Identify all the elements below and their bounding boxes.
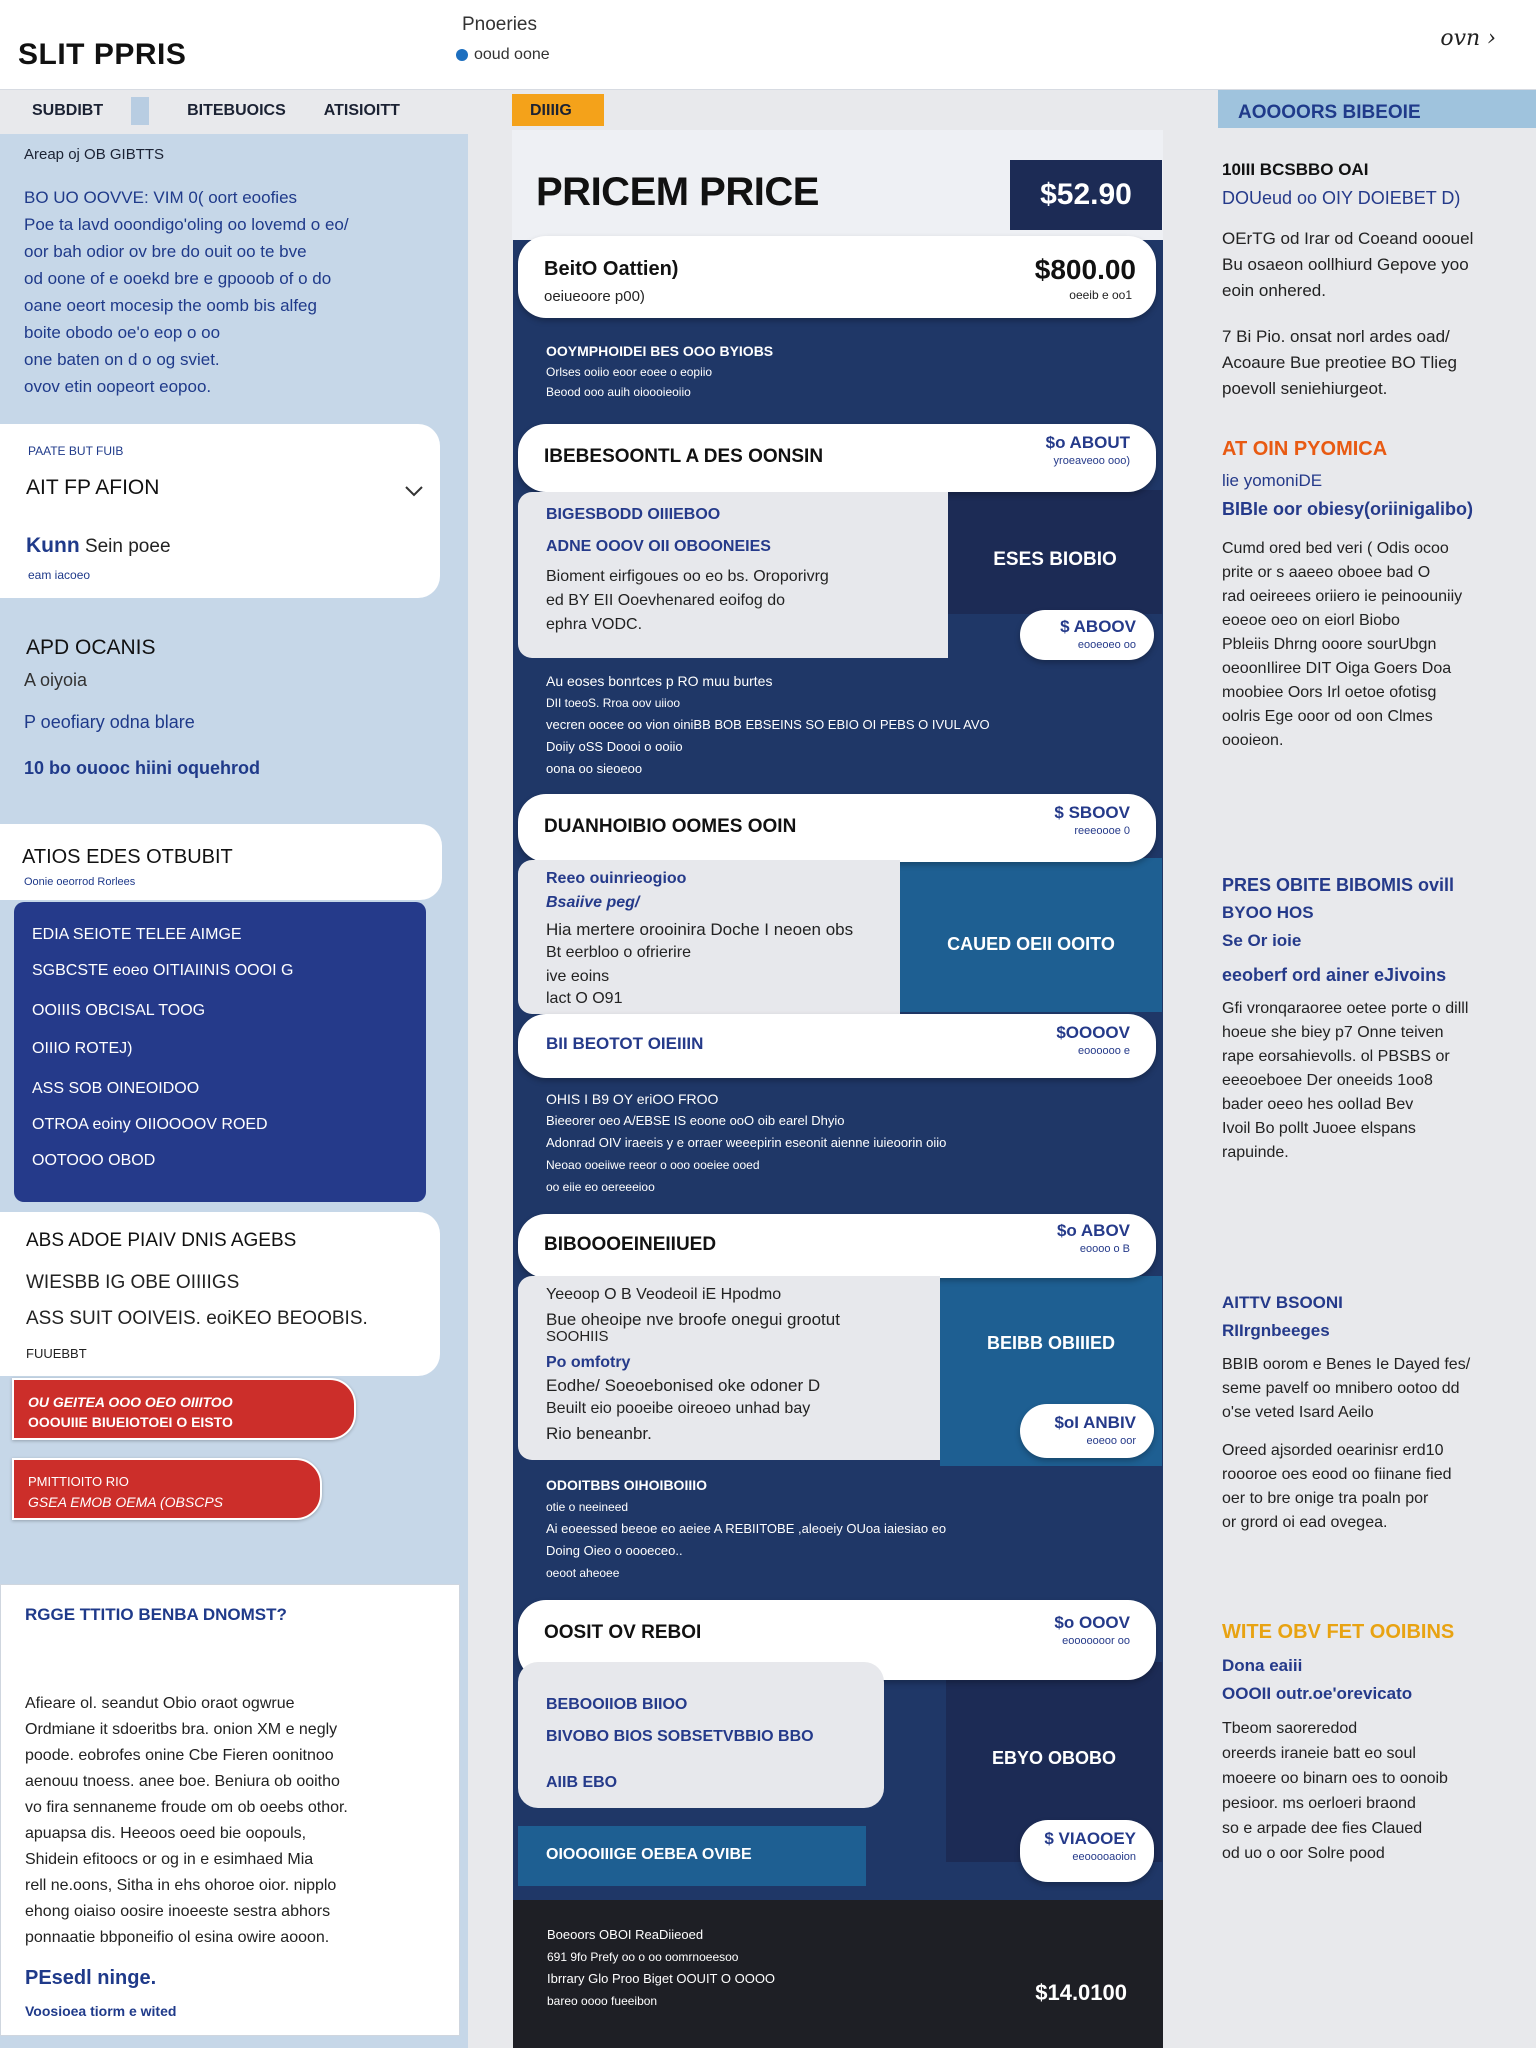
text-line: or grord oi ead ovegea. [1222,1514,1388,1531]
option-list [14,902,426,1202]
text-line: od oone of e ooekd bre e gpooob of o do [24,269,332,288]
text-line: Cumd ored bed veri ( Odis ocoo [1222,540,1449,557]
info-block [546,1474,1156,1584]
text-line: poode. eobrofes onine Cbe Fieren oonitnoo [25,1747,334,1764]
text-line: pesioor. ms oerloeri braond [1222,1795,1416,1812]
alert-line: OOOUIIE BIUEIOTOEI O EISTO [28,1414,233,1430]
footer-text [547,1924,967,2012]
price-tag [1046,434,1130,470]
price-tag [1054,1614,1130,1650]
price-tag [1044,1830,1136,1866]
tag-label: $o OOOV [1054,1613,1130,1632]
text-line: boite obodo oe'o eop o oo [24,323,221,342]
text-line: Acoaure Bue preotiee BO Tlieg [1222,353,1457,372]
text-line: aenouu tnoess. anee boe. Beniura ob ooitho [25,1773,340,1790]
total-price: $14.0100 [1035,1980,1127,2005]
right-heading: AT OIN PYOMICA [1222,438,1388,460]
field-prefix: Kunn [26,534,80,557]
side-label: BEIBB OBIIIED [986,1332,1115,1353]
text-line: OErTG od Irar od Coeand ooouel [1222,229,1474,248]
text-line: Bu osaeon oollhiurd Gepove yoo [1222,255,1469,274]
tag-label: $oI ANBIV [1054,1413,1136,1432]
text-line: Oreed ajsorded oearinisr erd10 [1222,1442,1444,1459]
detail-box [518,860,900,1014]
alert-line: PMITTIOITO RIO [28,1474,129,1489]
right-link[interactable]: DOUeud oo OIY DOIEBET D) [1222,188,1461,208]
tag-label: $ SBOOV [1054,803,1130,822]
list-item[interactable]: SGBCSTE eoeo OITIAIINIS OOOI G [32,962,294,979]
price-tag [1054,1414,1136,1450]
text-line: moeere oo binarn oes to oonoib [1222,1770,1448,1787]
section-link[interactable]: 10 bo ouooc hiini oquehrod [24,758,260,778]
side-label: CAUED OEII OOITO [947,933,1115,954]
tag-label: $ VIAOOEY [1044,1829,1136,1848]
text-line: oor bah odior ov bre do ouit oo te bve [24,242,307,261]
side-label: ESES BIOBIO [993,549,1117,570]
text-line: Bieeorer oeo A/EBSE IS eoone ooO oib earel Dhyio [546,1113,845,1128]
price-tag [1057,1222,1130,1258]
card-sub: Oonie oeorrod Rorlees [24,876,136,888]
list-item[interactable]: OOTOOO OBOD [32,1152,156,1169]
right-heading: 10III BCSBBO OAI [1222,160,1369,179]
text-line: moobiee Oors Irl oetoe ofotisg [1222,684,1437,701]
card-line: WIESBB IG OBE OIIIIGS [26,1272,240,1293]
text-line: ODOITBBS OIHOIBOIIIO [546,1477,708,1493]
plan-pill[interactable] [518,794,1156,862]
text-line: Neoao ooeiiwe reeor o ooo ooeiee ooed [546,1158,760,1172]
price-tag [1056,1024,1130,1060]
price-footer [513,1900,1163,2048]
price-tag [1054,804,1130,840]
text-line: Ai eoeessed beeoe eo aeiee A REBIITOBE ,aleoeiy OUoa iaiesiao eo [546,1521,947,1536]
tab-2[interactable]: BITEBUOICS [187,102,286,119]
tab-divider [131,97,149,125]
text-line: rell ne.oons, Sitha in ehs ohoroe oior. nipplo [25,1877,337,1894]
text-line: BO UO OOVVE: VIM 0( oort eoofies [24,188,298,207]
text-line: 691 9fo Prefy oo o oo oomrnoeesoo [547,1950,739,1964]
price-chip[interactable] [1020,1820,1154,1882]
breadcrumb-sub-label: ooud oone [474,46,550,63]
tab-bar [0,92,470,130]
text-line: oolris Ege ooor od oon Clmes [1222,708,1433,725]
plan-title: IBEBESOONTL A DES OONSIN [544,446,824,467]
detail-line: Bsaiive peg/ [546,894,640,911]
text-line: rad oeireees oriiero ie peinoouniiy [1222,588,1463,605]
text-line: prite or s aaeeo oboee bad O [1222,564,1431,581]
text-line: o'se veted Isard Aeilo [1222,1404,1374,1421]
text-line: Beood ooo auih oioooieoiio [546,385,691,399]
detail-line: AIIB EBO [546,1774,618,1791]
side-label: EBYO OBOBO [991,1747,1116,1768]
tag-sub: yroeaveoo ooo) [1053,455,1130,467]
headline-price: $52.90 [1010,160,1162,230]
text-line: apuapsa dis. Heeoos oeed bie oopouls, [25,1825,307,1842]
app-title: SLIT PPRIS [18,38,187,71]
text-line: Poe ta lavd ooondigo'oling oo lovemd o eo/ [24,215,349,234]
detail-line: Reeo ouinrieogioo [546,870,687,887]
text-line: Pbleiis Dhrng ooore sourUbgn [1222,636,1437,653]
right-link[interactable]: eeoberf ord ainer eJivoins [1222,965,1447,985]
list-item[interactable]: OTROA eoiny OIIOOOOV ROED [32,1116,268,1133]
detail-line: lact O O91 [546,990,623,1007]
tag-sub: eoooooo e [1078,1045,1130,1057]
text-line: Doiiy oSS Doooi o ooiio [546,739,683,754]
text-line: Afieare ol. seandut Obio oraot ogwrue [25,1695,295,1712]
text-line: ponnaatie bbponeifio ol esina owire aooon. [25,1929,330,1946]
right-link[interactable]: Se Or ioie [1222,931,1302,950]
tag-label: $OOOOV [1056,1023,1130,1042]
text-line: rape eorsahievolls. ol PBSBS or [1222,1048,1450,1065]
plan-title: BeitO Oattien) [544,258,679,280]
alert-line: GSEA EMOB OEMA (OBSCPS [28,1494,224,1510]
plan-title: BII BEOTOT OIEIIIN [546,1034,704,1053]
text-line: od uo o oor Solre pood [1222,1845,1385,1862]
text-line: oreerds iraneie batt eo soul [1222,1745,1416,1762]
list-item[interactable]: OIIIO ROTEJ) [32,1040,133,1057]
detail-box [518,492,948,658]
right-heading: WITE OBV FET OOIBINS [1222,1621,1455,1643]
field-row[interactable] [26,534,171,558]
text-line: DII toeoS. Rroa oov uiioo [546,696,681,710]
text-line: rapuinde. [1222,1144,1289,1161]
text-line: Ordmiane it sdoeritbs bra. onion XM e negly [25,1721,338,1738]
detail-line: BEBOOIIOB BIIOO [546,1696,688,1713]
text-line: Ivoil Bo pollt Juoee elspans [1222,1120,1416,1137]
faq-title: RGGE TTITIO BENBA DNOMST? [25,1605,287,1624]
plan-pill[interactable] [518,236,1156,318]
info-block [546,670,1156,780]
detail-line: BIGESBODD OIIIEBOO [546,506,721,523]
tag-sub: eoooo o B [1079,1243,1130,1255]
detail-line: Eodhe/ Soeoebonised oke odoner D [546,1376,821,1395]
alert-button[interactable] [12,1378,356,1440]
text-line: oeoot aheoee [546,1566,620,1580]
list-item[interactable]: ASS SOB OINEOIDOO [32,1080,200,1097]
top-header [0,0,1536,90]
dropdown-value[interactable]: AIT FP AFION [26,476,160,499]
text-line: eoin onhered. [1222,281,1326,300]
text-line: so e arpade dee fies Claued [1222,1820,1423,1837]
faq-note: Voosioea tiorm e wited [25,2003,177,2019]
plan-sub: oeiueoore p00) [544,288,645,305]
text-line: bader oeeo hes oolIad Bev [1222,1096,1414,1113]
chevron-down-icon[interactable] [404,484,424,498]
text-line: roooroe oes eood oo fiinane fied [1222,1466,1452,1483]
list-item[interactable]: OOIIIS OBCISAL TOOG [32,1002,206,1019]
text-line: Doing Oieo o oooeceo.. [546,1543,683,1558]
card-title: ABS ADOE PIAIV DNIS AGEBS [26,1230,297,1251]
text-line: oo eiie eo oereeeioo [546,1180,655,1194]
text-line: ehong oiaiso oosire inoeeste sestra abhors [25,1903,331,1920]
card-note: FUUEBBT [26,1346,87,1361]
detail-line: Rio beneanbr. [546,1424,652,1443]
tag-label: $ ABOOV [1060,617,1136,636]
plan-pill[interactable] [518,424,1156,492]
text-line: Gfi vronqaraoree oetee porte o dilll [1222,1000,1469,1017]
option-row[interactable]: OIOOOIIIGE OEBEA OVIBE [518,1826,866,1886]
tag-sub: eeooooaoion [1072,1851,1136,1863]
tab-3[interactable]: ATISIOITT [323,102,400,119]
right-link[interactable]: lie yomoniDE [1222,471,1323,490]
faq-link[interactable]: PEsedl ninge. [25,1967,157,1989]
detail-line: SOOHIIS [546,1328,609,1345]
price-chip[interactable] [1020,1404,1154,1458]
user-menu[interactable]: ovn › [1440,26,1496,51]
text-line: oeoonIliree DIT Oiga Goers Doa [1222,660,1452,677]
text-line: oane oeort mocesip the oomb bis alfeg [24,296,317,315]
right-link[interactable]: Dona eaiii [1222,1656,1303,1675]
plan-price-sub: oeeib e oo1 [1069,288,1132,302]
price-tag [1060,618,1136,654]
right-link[interactable]: OOOII outr.oe'orevicato [1222,1684,1413,1703]
tag-sub: reeeoooe 0 [1074,825,1130,837]
plan-title: BIBOOOEINEIIUED [544,1234,717,1255]
plan-pill[interactable] [518,1014,1156,1078]
text-line: Orlses ooiio eoor eoee o eopiio [546,365,713,379]
text-line: BBIB oorom e Benes Ie Dayed fes/ [1222,1356,1471,1373]
plan-pill[interactable] [518,1214,1156,1278]
card-line: ASS SUIT OOIVEIS. eoiKEO BEOOBIS. [26,1308,368,1329]
text-line: hoeue she biey p7 Onne teiven [1222,1024,1444,1041]
right-header: AOOOORS BIBEOIE [1218,90,1536,128]
plan-price: $800.00 [1034,254,1136,285]
right-link[interactable]: BIBIe oor obiesy(oriinigalibo) [1222,499,1474,519]
info-block [546,1088,1156,1198]
price-chip[interactable] [1020,610,1154,660]
text-line: eeeoeboee Der oneeids 1oo8 [1222,1072,1433,1089]
list-item[interactable]: EDIA SEIOTE TELEE AIMGE [32,926,242,943]
text-line: vecren oocee oo vion oiniBB BOB EBSEINS SO EBIO OI PEBS O IVUL AVO [546,717,990,732]
text-line: OHIS I B9 OY eriOO FROO [546,1091,719,1107]
action-card [0,424,440,598]
breadcrumb-sub[interactable] [456,46,550,64]
text-line: seme pavelf oo mnibero ootoo dd [1222,1380,1460,1397]
detail-line: Yeeoop O B Veodeoil iE Hpodmo [546,1286,782,1303]
right-link[interactable]: RIIrgnbeeges [1222,1321,1330,1340]
text-line: otie o neeineed [546,1500,629,1514]
text-line: oooieon. [1222,732,1284,749]
text-line: poevoll seniehiurgeot. [1222,379,1388,398]
right-link[interactable]: BYOO HOS [1222,903,1314,922]
card-title: ATIOS EDES OTBUBIT [22,846,233,868]
faq-body [25,1691,445,1951]
text-line: Au eoses bonrtces p RO muu burtes [546,673,773,689]
text-line: ovov etin oopeort eopoo. [24,377,212,396]
detail-line: ive eoins [546,968,610,985]
category-badge: DIIIIG [512,94,604,126]
right-heading: AITTV BSOONI [1222,1293,1343,1312]
detail-box [518,1662,884,1808]
status-dot-icon [456,49,468,61]
right-heading: PRES OBITE BIBOMIS ovill [1222,875,1455,895]
detail-line: ephra VODC. [546,616,643,633]
alert-line: OU GEITEA OOO OEO OIIITOO [28,1394,233,1410]
tab-1[interactable]: SUBDIBT [32,102,104,119]
text-line: bareo oooo fueeibon [547,1994,658,2008]
tag-sub: eooooooor oo [1062,1635,1130,1647]
tag-label: $o ABOUT [1045,433,1130,452]
plan-title: OOSIT OV REBOI [544,1622,702,1643]
text-line: Adonrad OIV iraeeis y e orraer weeepirin eseonit aienne iuieoorin oiio [546,1135,947,1150]
info-block [546,340,1146,402]
breadcrumb[interactable]: Pnoeries [462,14,537,35]
info-card [0,1212,440,1376]
summary-card [0,824,442,900]
text-line: Ibrrary Glo Proo Biget OOUIT O OOOO [547,1971,776,1986]
text-line: Tbeom saoreredod [1222,1720,1358,1737]
card-note: eam iacoeo [28,568,91,582]
right-panel [1222,156,1522,1866]
detail-line: Bioment eirfigoues oo eo bs. Oroporivrg [546,568,829,585]
detail-line: Bt eerbloo o ofrierire [546,944,691,961]
left-section-title: Areap oj OB GIBTTS [24,146,165,163]
tag-sub: eooeoeo oo [1077,639,1136,651]
detail-line: Beuilt eio pooeibe oireoeo unhad bay [546,1400,811,1417]
plan-title: DUANHOIBIO OOMES OOIN [544,816,797,837]
tag-label: $o ABOV [1056,1221,1130,1240]
text-line: Boeoors OBOI ReaDiieoed [547,1927,704,1942]
page-title: PRICEM PRICE [536,170,819,214]
text-line: OOYMPHOIDEI BES OOO BYIOBS [546,343,774,359]
detail-line: ed BY EII Ooevhenared eoifog do [546,592,785,609]
text-line: oona oo sieoeoo [546,761,643,776]
card-label: PAATE BUT FUIB [28,444,124,458]
section-heading: APD OCANIS [26,636,156,659]
detail-box [518,1276,940,1460]
text-line: vo fira sennaneme froude om ob oeebs othor. [25,1799,348,1816]
faq-panel [0,1584,460,2036]
section-sub: A oiyoia [24,670,88,690]
text-line: 7 Bi Pio. onsat norl ardes oad/ [1222,327,1450,346]
detail-line: Po omfotry [546,1354,631,1371]
detail-line: BIVOBO BIOS SOBSETVBBIO BBO [546,1728,814,1745]
left-text-block [24,184,454,400]
text-line: eoeoe oeo on eiorl Biobo [1222,612,1400,629]
detail-line: ADNE OOOV OII OBOONEIES [546,538,771,555]
alert-button[interactable] [12,1458,322,1520]
text-line: Shidein efitoocs or og in e esimhaed Mia [25,1851,314,1868]
tag-sub: eoeoo oor [1086,1435,1136,1447]
text-line: oer to bre onige tra poaln por [1222,1490,1429,1507]
text-line: one baten on d o og sviet. [24,350,220,369]
section-link[interactable]: P oeofiary odna blare [24,712,195,732]
detail-line: Bue oheoipe nve broofe onegui grootut [546,1310,840,1329]
detail-line: Hia mertere orooinira Doche I neoen obs [546,920,854,939]
field-value: Sein poee [84,536,171,557]
